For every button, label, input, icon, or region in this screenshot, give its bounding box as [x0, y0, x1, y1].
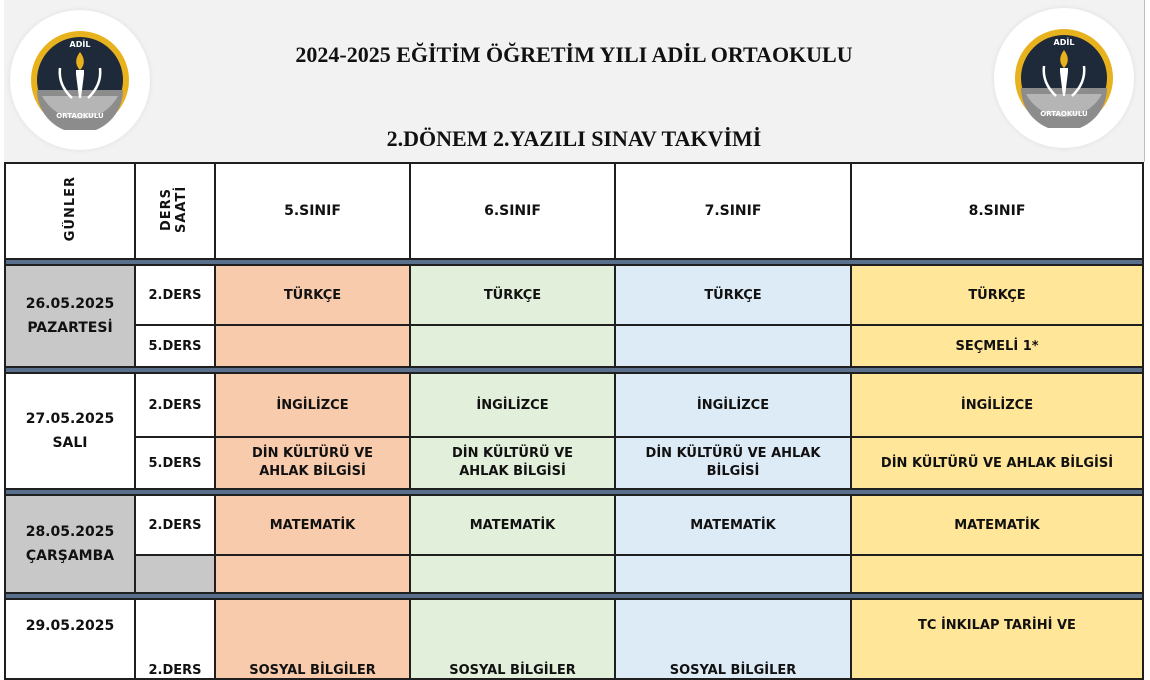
exam-cell-grade-5 [215, 325, 410, 367]
day-weekday: PAZARTESİ [27, 320, 113, 336]
exam-cell-grade-7: MATEMATİK [615, 495, 851, 555]
exam-cell-grade-5: MATEMATİK [215, 495, 410, 555]
school-logo-right [994, 8, 1134, 148]
exam-cell-grade-6: İNGİLİZCE [410, 373, 615, 437]
header-lesson-hour: DERS SAATİ [135, 163, 215, 259]
table-row [5, 325, 1143, 367]
day-date: 26.05.2025 [25, 296, 115, 312]
day-cell [5, 265, 135, 367]
table-row [5, 599, 1143, 679]
table-row [5, 373, 1143, 437]
lesson-hour: 2.DERS [135, 599, 215, 679]
svg-text:ADİL: ADİL [1053, 38, 1075, 47]
exam-cell-grade-7 [615, 325, 851, 367]
header-grade-7: 7.SINIF [615, 163, 851, 259]
lesson-hour: 5.DERS [135, 325, 215, 367]
lesson-hour: 2.DERS [135, 495, 215, 555]
day-cell [5, 495, 135, 593]
lesson-hour: 5.DERS [135, 437, 215, 489]
exam-cell-grade-7 [615, 555, 851, 593]
exam-cell-grade-5: İNGİLİZCE [215, 373, 410, 437]
exam-cell-grade-6: TÜRKÇE [410, 265, 615, 325]
day-weekday: SALI [52, 435, 88, 451]
header-grade-8: 8.SINIF [851, 163, 1143, 259]
exam-cell-grade-8: TC İNKILAP TARİHİ VE [851, 599, 1143, 679]
day-date: 27.05.2025 [25, 411, 115, 427]
document-title: 2024-2025 EĞİTİM ÖĞRETİM YILI ADİL ORTAOKULU [295, 42, 853, 67]
day-date: 28.05.2025 [25, 524, 115, 540]
exam-cell-grade-6 [410, 325, 615, 367]
lesson-hour: 2.DERS [135, 373, 215, 437]
document-subtitle: 2.DÖNEM 2.YAZILI SINAV TAKVİMİ [386, 126, 762, 151]
header-grade-6: 6.SINIF [410, 163, 615, 259]
school-emblem-icon [30, 30, 130, 130]
day-cell [5, 599, 135, 679]
day-cell [5, 373, 135, 489]
exam-schedule-sheet [4, 0, 1144, 678]
exam-cell-grade-6: SOSYAL BİLGİLER [410, 599, 615, 679]
exam-cell-grade-7: SOSYAL BİLGİLER [615, 599, 851, 679]
table-row [5, 495, 1143, 555]
header-grade-5: 5.SINIF [215, 163, 410, 259]
exam-cell-grade-6: DİN KÜLTÜRÜ VE AHLAK BİLGİSİ [410, 437, 615, 489]
exam-cell-grade-6: MATEMATİK [410, 495, 615, 555]
exam-cell-grade-8: SEÇMELİ 1* [851, 325, 1143, 367]
exam-cell-grade-7: İNGİLİZCE [615, 373, 851, 437]
exam-cell-grade-8: DİN KÜLTÜRÜ VE AHLAK BİLGİSİ [851, 437, 1143, 489]
exam-cell-grade-7: TÜRKÇE [615, 265, 851, 325]
svg-text:ORTAOKULU: ORTAOKULU [1040, 110, 1088, 118]
exam-cell-grade-8 [851, 555, 1143, 593]
exam-schedule-table [4, 162, 1144, 680]
lesson-hour: 2.DERS [135, 265, 215, 325]
exam-cell-grade-5: DİN KÜLTÜRÜ VE AHLAK BİLGİSİ [215, 437, 410, 489]
exam-cell-grade-8: MATEMATİK [851, 495, 1143, 555]
svg-text:ORTAOKULU: ORTAOKULU [56, 112, 104, 120]
school-emblem-icon [1014, 28, 1114, 128]
table-row [5, 555, 1143, 593]
table-row [5, 265, 1143, 325]
table-header-row [5, 163, 1143, 259]
exam-cell-grade-8: İNGİLİZCE [851, 373, 1143, 437]
exam-cell-grade-8: TÜRKÇE [851, 265, 1143, 325]
exam-cell-grade-6 [410, 555, 615, 593]
exam-cell-grade-5: TÜRKÇE [215, 265, 410, 325]
table-row [5, 437, 1143, 489]
exam-cell-grade-5: SOSYAL BİLGİLER [215, 599, 410, 679]
exam-cell-grade-5 [215, 555, 410, 593]
lesson-hour [135, 555, 215, 593]
school-logo-left [10, 10, 150, 150]
document-header [4, 0, 1145, 162]
day-weekday: ÇARŞAMBA [25, 548, 115, 564]
svg-text:ADİL: ADİL [69, 40, 91, 49]
exam-cell-grade-7: DİN KÜLTÜRÜ VE AHLAK BİLGİSİ [615, 437, 851, 489]
header-days: GÜNLER [5, 163, 135, 259]
day-date: 29.05.2025 [25, 618, 115, 634]
